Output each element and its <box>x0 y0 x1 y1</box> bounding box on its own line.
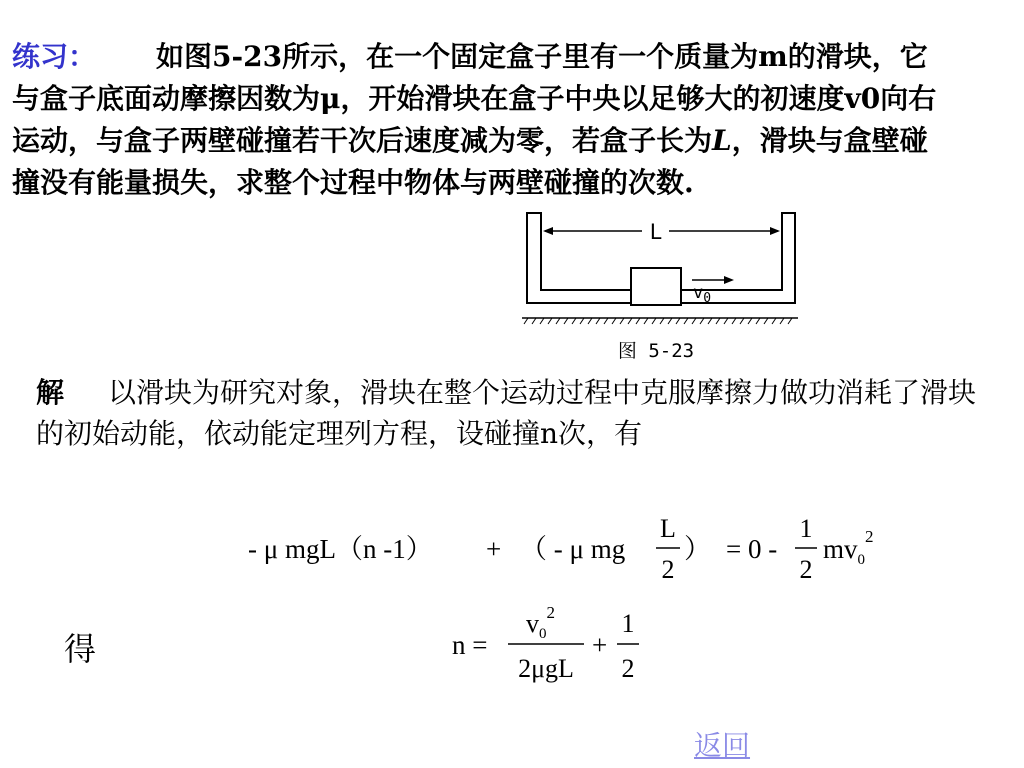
result-plus: + <box>592 630 608 660</box>
problem-statement <box>12 36 947 204</box>
result-label: 得 <box>64 630 97 668</box>
result-half-denominator: 2 <box>621 654 635 683</box>
result-half-numerator: 1 <box>621 609 635 638</box>
fraction-numerator-l: L <box>660 514 676 543</box>
slider-block <box>631 268 681 305</box>
length-symbol: L <box>712 124 732 157</box>
result-numerator: $v_0^2$ <box>526 603 555 642</box>
box-figure <box>514 204 804 366</box>
solution-body: 以滑块为研究对象，滑块在整个运动过程中克服摩擦力做功消耗了滑块的初始动能，依动能定理列方程，设碰撞n次，有 <box>36 376 977 450</box>
kinetic-energy-term: $mv_0^2$ <box>823 527 874 568</box>
equation-plus: + <box>486 534 502 564</box>
figure-caption: 图 5-23 <box>617 340 695 362</box>
half-denominator: 2 <box>799 555 813 584</box>
fraction-denominator-2: 2 <box>661 555 675 584</box>
velocity-arrowhead <box>724 276 734 284</box>
solution-text <box>36 372 981 454</box>
back-link[interactable]: 返回 <box>694 729 751 762</box>
equation-term1: - μ mgL（n -1） <box>248 534 433 564</box>
result-lhs: n = <box>452 630 488 660</box>
equation-open-term: （ - μ mg <box>520 534 626 564</box>
solution-label: 解 <box>36 376 65 409</box>
problem-text-part2: ，滑块与盒壁碰撞没有能量损失，求整个过程中物体与两壁碰撞的次数. <box>12 124 928 199</box>
equation-close: ） <box>684 534 711 564</box>
exercise-label: 练习： <box>12 40 97 73</box>
half-numerator: 1 <box>799 514 813 543</box>
length-label: L <box>649 220 663 244</box>
velocity-label: $v_0$ <box>693 283 712 306</box>
problem-text-part1: 如图5-23所示，在一个固定盒子里有一个质量为m的滑块，它与盒子底面动摩擦因数为μ，开始滑块在盒子中央以足够大的初速度v0向右运动，与盒子两壁碰撞若干次后速度减为零，若盒子长为 <box>12 40 937 157</box>
result-equation <box>450 602 650 686</box>
result-denominator: 2μgL <box>518 654 574 683</box>
equation-rhs: = 0 - <box>726 534 778 564</box>
ground-hatching <box>524 318 792 324</box>
energy-equation <box>248 510 908 590</box>
